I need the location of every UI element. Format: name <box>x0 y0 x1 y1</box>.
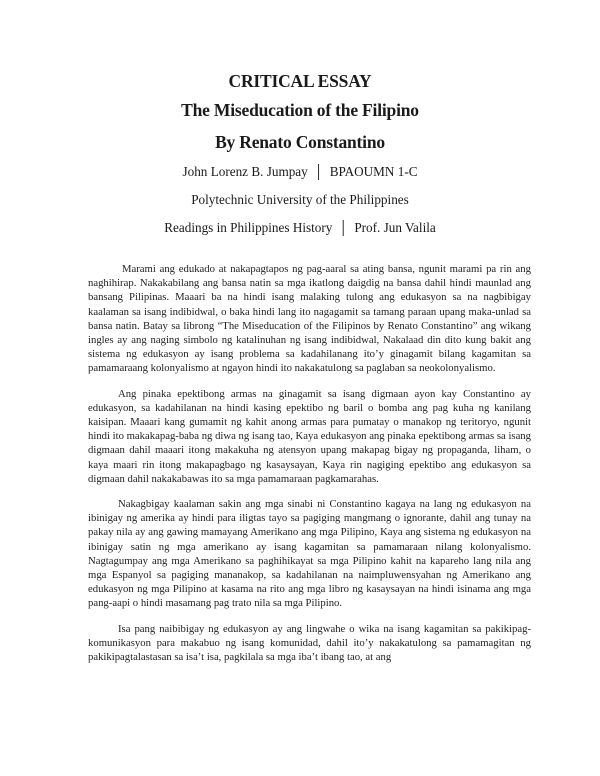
paragraph: Ang pinaka epektibong armas na ginagamit sa isang digmaan ayon kay Constantino ay edukasyon, sa kadahilanan na hindi kasing epektibo ng baril o bomba ang pag kuha ng kanilang kaisipan. Maaari kang gumamit ng kahit anong armas para pumatay o manakop ng teritoryo, ngunit hindi ito makakapag-baba ng diwa ng isang tao, Kaya edukasyon ang pinaka epektibong armas sa isang digmaan dahil maaari itong makakuha ng atensyon upang makapag bigay ng propaganda, liham, o kaya maari rin itong makapagbago ng kasaysayan, Kaya rin nagiging epektibo ang edukasyon sa digmaan dahil nakakabawas ito sa mga pamamaraan pagkamarahas. <box>88 387 531 485</box>
course-line <box>0 219 600 236</box>
paragraph: Marami ang edukado at nakapagtapos ng pag-aaral sa ating bansa, ngunit marami pa rin ang naghihirap. Nakakabilang ang bansa natin sa mga ikatlong daigdig na bansa dahil hindi maunlad ang bansang Pilipinas. Maaari ba na hindi isang malaking tulong ang edukasyon sa na nagbibigay kaalaman sa isang indibidwal, o baka hindi lang ito nagagamit sa tamang paraan upang maka-unlad sa bansa natin. Batay sa librong “The Miseducation of the Filipinos by Renato Constantino” ang wikang ingles ay ang naging simbolo ng katalinuhan ng isang indibidwal, Nakalaad din dito kung bakit ang sistema ng edukasyon ay isang problema sa kadahilanang ito’y ginagamit bilang kagamitan sa pamamaraang kolonyalismo at ngayon hindi ito nakakatulong sa paglaban sa neokolonyalismo. <box>88 263 531 375</box>
essay-heading: CRITICAL ESSAY <box>228 71 372 91</box>
separator: │ <box>338 220 349 235</box>
section-code: BPAOUMN 1-C <box>329 164 418 179</box>
essay-header <box>0 70 600 236</box>
author-line <box>0 163 600 180</box>
paragraph: Isa pang naibibigay ng edukasyon ay ang lingwahe o wika na isang kagamitan sa pakikipag-komunikasyon para makabuo ng isang komunidad, dahil ito’y nakakatulong sa pamamagitan ng pakikipagtalastasan sa isa’t isa, pagkilala sa mga iba’t ibang tao, at ang <box>88 622 531 664</box>
essay-body <box>88 262 531 675</box>
paragraph: Nakagbigay kaalaman sakin ang mga sinabi ni Constantino kagaya na lang ng edukasyon na ibinigay ng amerika ay hindi para iligtas tayo sa pagiging mangmang o ignorante, dahil ang tunay na pakay nila ay ang gawing mamayang Amerikano ang mga Pilipino, Kaya ang sistema ng edukasyon na ibinigay satin ng mga amerikano ay isang kagamitan sa pamamaraan nilang kolonyalismo. Nagtagumpay ang mga Amerikano sa paghihikayat sa mga Pilipino kahit na kapareho lang nila ang mga Espanyol sa pagiging mananakop, sa kadahilanan na naimpluwensyahan ng Amerikano ang edukasyon ng mga Pilipino at kasama na rito ang mga libro ng kasaysayan na hindi isinama ang mga pang-aapi o hindi masamang pag trato nila sa mga Pilipino. <box>88 498 531 610</box>
course-name: Readings in Philippines History <box>164 220 333 235</box>
university-line: Polytechnic University of the Philippines <box>191 192 409 207</box>
essay-byline: By Renato Constantino <box>215 132 385 152</box>
professor-name: Prof. Jun Valila <box>354 220 436 235</box>
author-name: John Lorenz B. Jumpay <box>182 164 308 179</box>
essay-title: The Miseducation of the Filipino <box>181 100 419 120</box>
separator: │ <box>314 164 324 179</box>
